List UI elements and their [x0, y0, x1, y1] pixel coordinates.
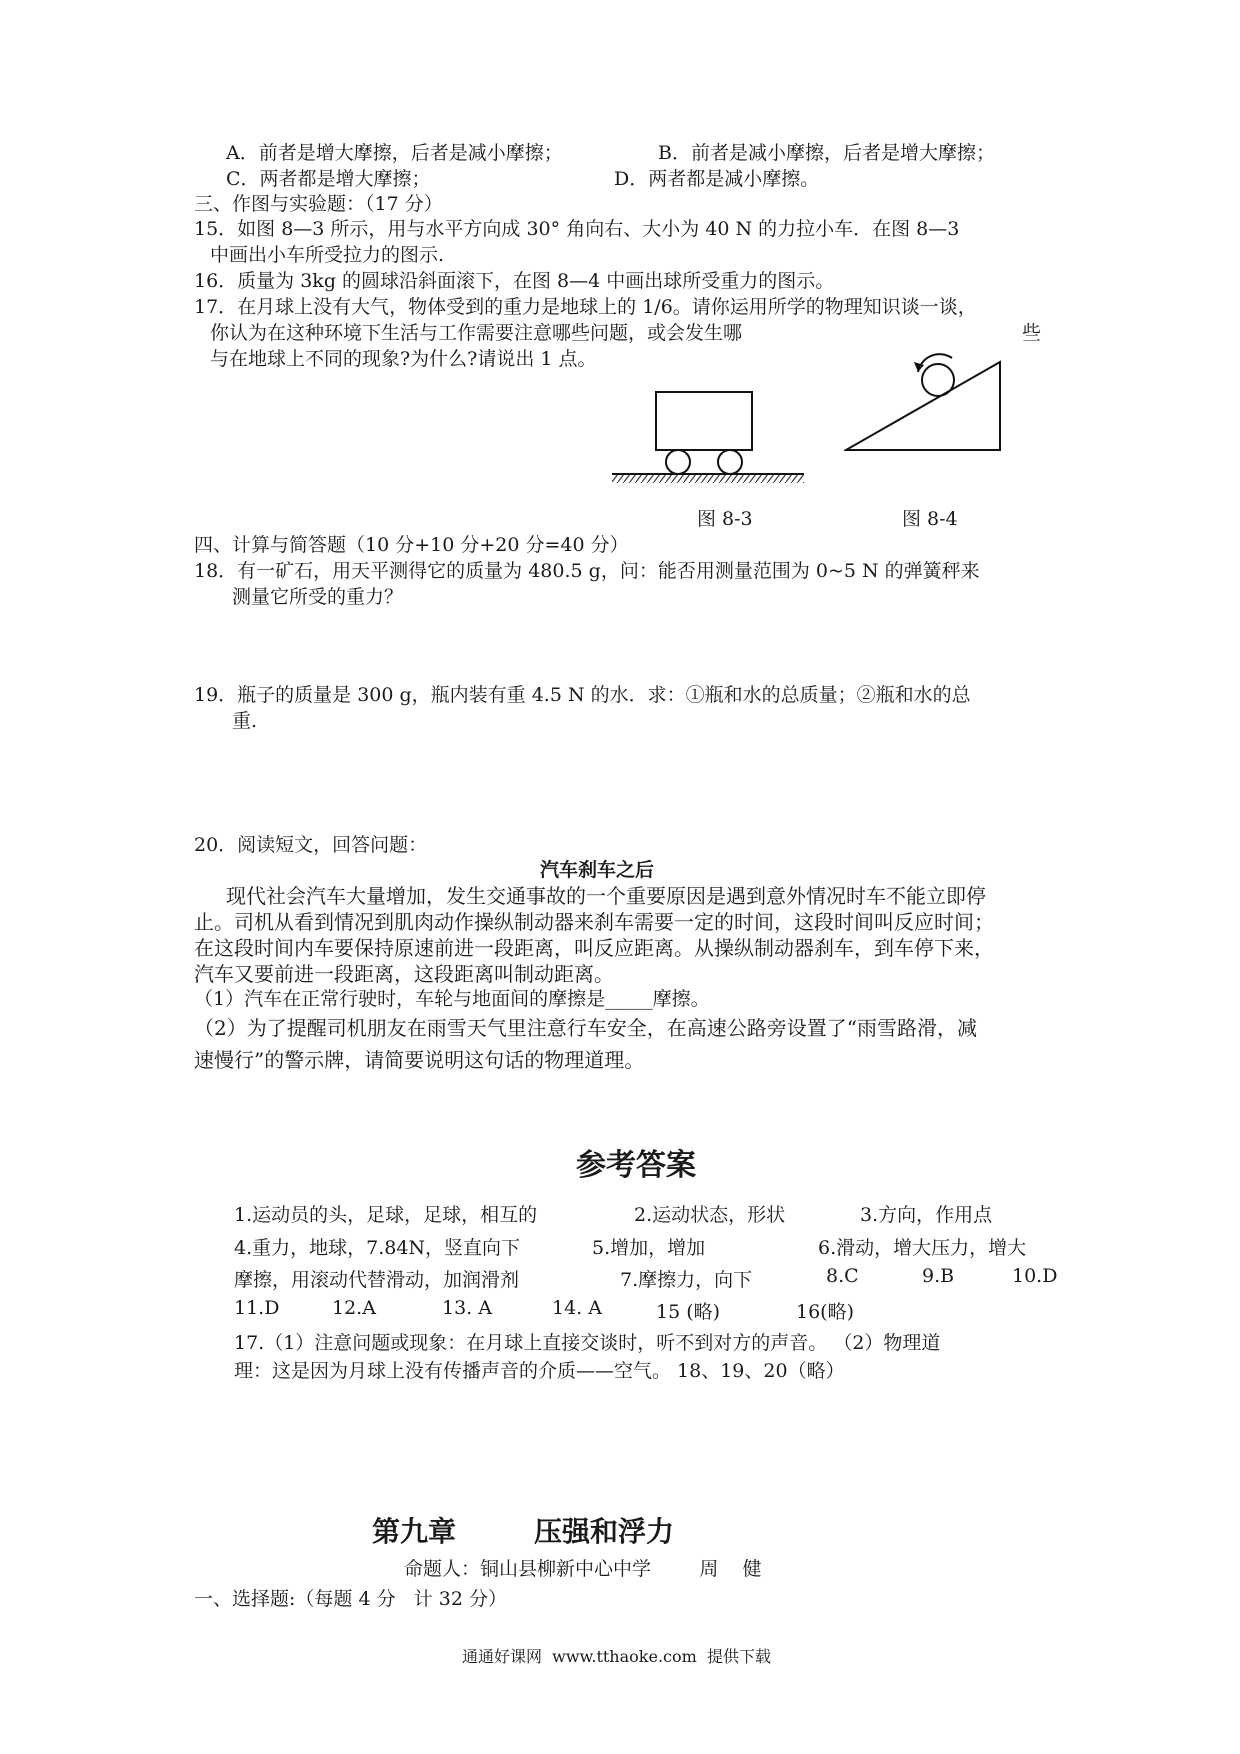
passage-line-2: 止。司机从看到情况到肌肉动作操纵制动器来刹车需要一定的时间，这段时间叫反应时间；: [194, 910, 994, 934]
answer-9: 9.B: [922, 1265, 955, 1287]
incline-figure: [844, 350, 1004, 454]
answer-7: 7.摩擦力，向下: [620, 1269, 753, 1291]
answer-15: 15 (略): [656, 1301, 721, 1323]
q14-option-a: A．前者是增大摩擦，后者是减小摩擦；: [226, 142, 563, 164]
answer-10: 10.D: [1012, 1265, 1058, 1287]
answer-6-cont: 摩擦，用滚动代替滑动，加润滑剂: [234, 1269, 520, 1291]
passage-title: 汽车刹车之后: [540, 859, 655, 881]
q19-line2: 重.: [232, 710, 258, 732]
q17-line2-tail: 些: [1022, 322, 1042, 344]
q18-line2: 测量它所受的重力？: [232, 586, 404, 608]
answer-12: 12.A: [332, 1297, 376, 1319]
answer-14: 14. A: [552, 1297, 602, 1319]
q17-line3: 与在地球上不同的现象?为什么?请说出 1 点。: [210, 348, 597, 370]
section3-title: 三、作图与实验题：（17 分）: [194, 193, 443, 215]
q15-line1: 15．如图 8—3 所示，用与水平方向成 30° 角向右、大小为 40 N 的力拉小车．在图 8—3: [194, 218, 960, 240]
answer-11: 11.D: [234, 1297, 280, 1319]
answer-6: 6.滑动，增大压力，增大: [818, 1237, 1027, 1259]
q17-line2: 你认为在这种环境下生活与工作需要注意哪些问题，或会发生哪: [210, 322, 743, 344]
answer-5: 5.增加，增加: [592, 1237, 706, 1259]
q15-line2: 中画出小车所受拉力的图示.: [210, 244, 445, 266]
answer-8: 8.C: [826, 1265, 859, 1287]
answer-3: 3.方向，作用点: [860, 1204, 993, 1226]
answer-17-line2: 理：这是因为月球上没有传播声音的介质——空气。 18、19、20（略）: [234, 1360, 845, 1382]
q20-intro: 20．阅读短文，回答问题：: [194, 834, 428, 856]
q19-line1: 19．瓶子的质量是 300 g，瓶内装有重 4.5 N 的水．求：①瓶和水的总质量；②瓶和水的总: [194, 684, 971, 706]
q16: 16．质量为 3kg 的圆球沿斜面滚下，在图 8—4 中画出球所受重力的图示。: [194, 270, 835, 292]
q14-option-b: B．前者是减小摩擦，后者是增大摩擦；: [658, 142, 995, 164]
passage-line-3: 在这段时间内车要保持原速前进一段距离，叫反应距离。从操纵制动器刹车，到车停下来，: [194, 936, 994, 960]
q14-option-d: D．两者都是减小摩擦。: [614, 168, 820, 190]
cart-figure: [612, 386, 804, 490]
chapter9-section1: 一、选择题:（每题 4 分 计 32 分）: [194, 1588, 507, 1610]
chapter9-author: 命题人：铜山县柳新中心中学 周 健: [404, 1558, 762, 1580]
chapter9-title: 第九章 压强和浮力: [372, 1515, 674, 1548]
fig83-label: 图 8-3: [697, 508, 753, 530]
answer-1: 1.运动员的头，足球，足球，相互的: [234, 1204, 538, 1226]
q20-sub1: （1）汽车在正常行驶时，车轮与地面间的摩擦是_____摩擦。: [194, 988, 710, 1010]
q17-line1: 17．在月球上没有大气，物体受到的重力是地球上的 1/6。请你运用所学的物理知识谈一谈，: [194, 296, 977, 318]
footer: 通通好课网 www.tthaoke.com 提供下载: [462, 1647, 771, 1666]
passage-line-4: 汽车又要前进一段距离，这段距离叫制动距离。: [194, 962, 614, 986]
answer-13: 13. A: [442, 1297, 492, 1319]
answer-17-line1: 17.（1）注意问题或现象：在月球上直接交谈时，听不到对方的声音。 （2）物理道: [234, 1332, 941, 1354]
q14-option-c: C．两者都是增大摩擦；: [226, 168, 431, 190]
fig84-label: 图 8-4: [902, 508, 958, 530]
passage-line-1: 现代社会汽车大量增加，发生交通事故的一个重要原因是遇到意外情况时车不能立即停: [226, 884, 986, 908]
answer-16: 16(略): [796, 1301, 855, 1323]
q20-sub2-line1: （2）为了提醒司机朋友在雨雪天气里注意行车安全，在高速公路旁设置了“雨雪路滑，减: [194, 1016, 977, 1040]
q20-sub2-line2: 速慢行”的警示牌，请简要说明这句话的物理道理。: [194, 1048, 645, 1072]
answer-4: 4.重力，地球，7.84N，竖直向下: [234, 1237, 521, 1259]
q18-line1: 18．有一矿石，用天平测得它的质量为 480.5 g，问：能否用测量范围为 0~5 N 的弹簧秤来: [194, 560, 980, 582]
answers-title: 参考答案: [576, 1148, 696, 1183]
section4-title: 四、计算与简答题（10 分+10 分+20 分=40 分）: [194, 534, 629, 556]
answer-2: 2.运动状态，形状: [634, 1204, 786, 1226]
